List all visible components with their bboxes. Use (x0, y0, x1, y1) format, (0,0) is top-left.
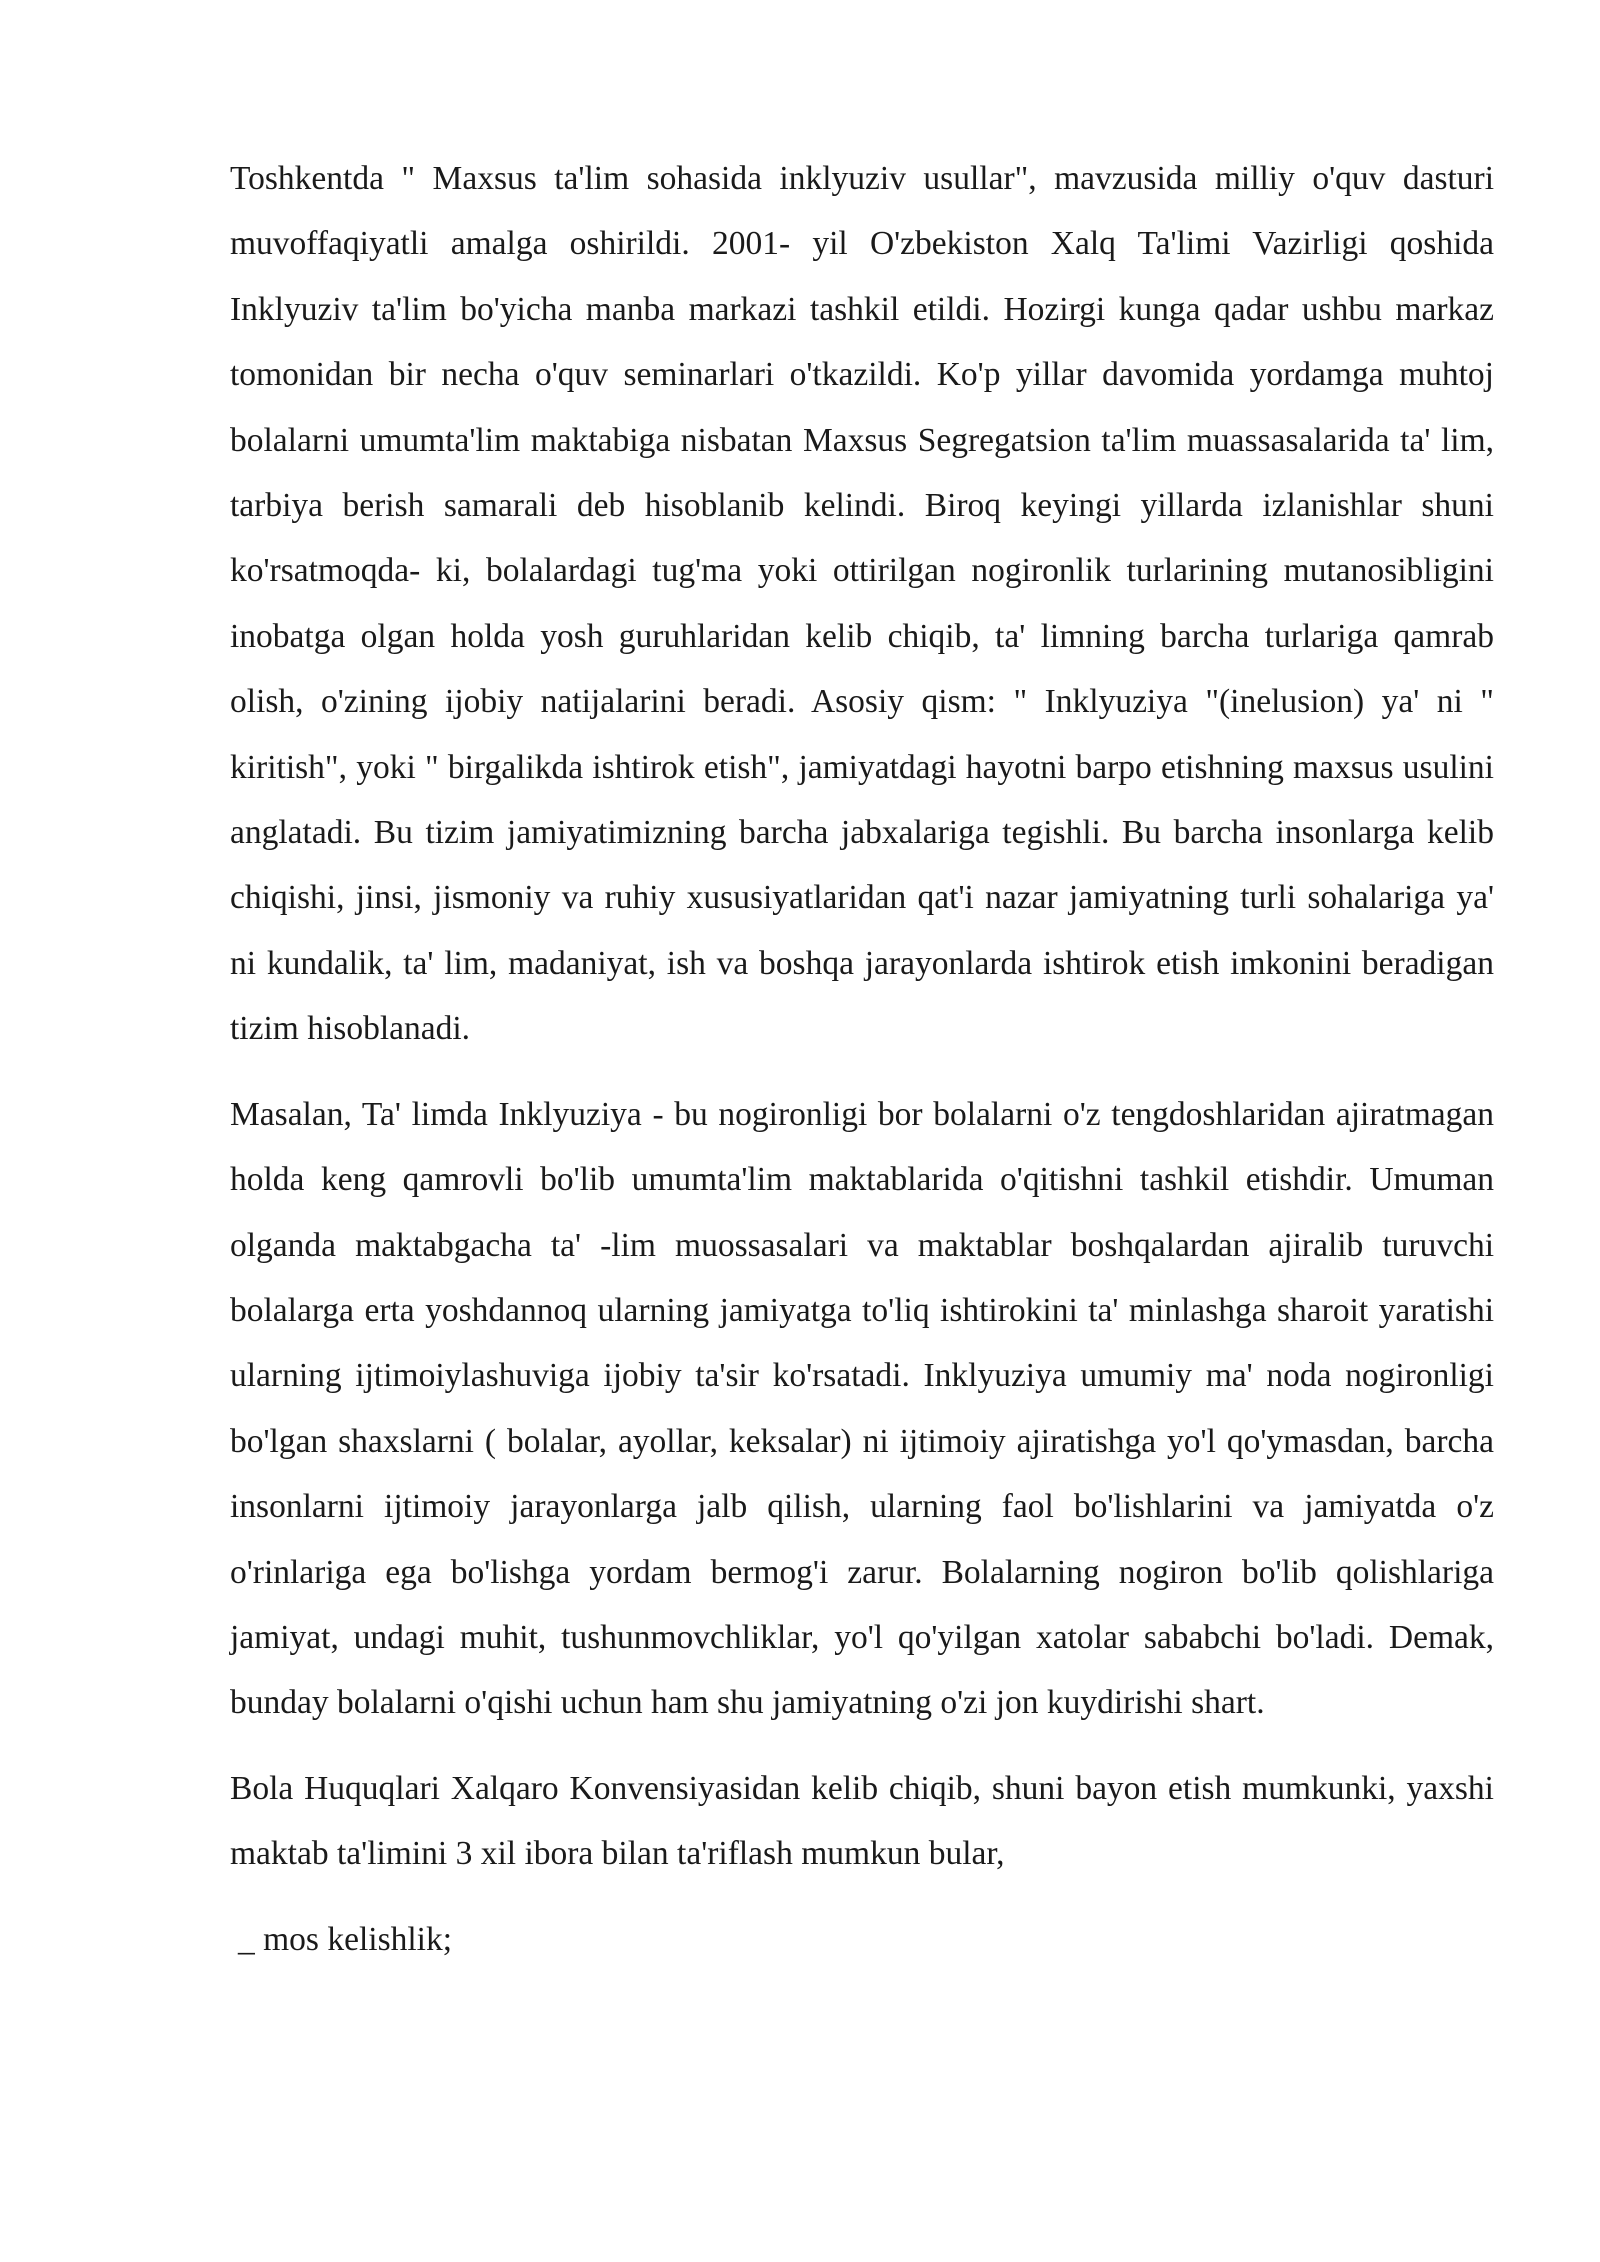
list-item-1: _ mos kelishlik; (238, 1920, 453, 1958)
document-body (230, 146, 1494, 1972)
paragraph-1: Toshkentda " Maxsus ta'lim sohasida inklyuziv usullar", mavzusida milliy o'quv dasturi muvoffaqiyatli amalga oshirildi. 2001- yil O'zbekiston Xalq Ta'limi Vazirligi qoshida Inklyuziv ta'lim bo'yicha manba markazi tashkil etildi. Hozirgi kunga qadar ushbu markaz tomonidan bir necha o'quv seminarlari o'tkazildi. Ko'p yillar davomida yordamga muhtoj bolalarni umumta'lim maktabiga nisbatan Maxsus Segregatsion ta'lim muassasalarida ta' lim, tarbiya berish samarali deb hisoblanib kelindi. Biroq keyingi yillarda izlanishlar shuni ko'rsatmoqda- ki, bolalardagi tug'ma yoki ottirilgan nogironlik turlarining mutanosibligini inobatga olgan holda yosh guruhlaridan kelib chiqib, ta' limning barcha turlariga qamrab olish, o'zining ijobiy natijalarini beradi. Asosiy qism: " Inklyuziya "(inelusion) ya' ni " kiritish", yoki " birgalikda ishtirok etish", jamiyatdagi hayotni barpo etishning maxsus usulini anglatadi. Bu tizim jamiyatimizning barcha jabxalariga tegishli. Bu barcha insonlarga kelib chiqishi, jinsi, jismoniy va ruhiy xususiyatlaridan qat'i nazar jamiyatning turli sohalariga ya' ni kundalik, ta' lim, madaniyat, ish va boshqa jarayonlarda ishtirok etish imkonini beradigan tizim hisoblanadi. (230, 160, 1494, 1048)
paragraph-3: Bola Huquqlari Xalqaro Konvensiyasidan kelib chiqib, shuni bayon etish mumkunki, yaxshi maktab ta'limini 3 xil ibora bilan ta'riflash mumkun bular, (230, 1769, 1494, 1873)
paragraph-2: Masalan, Ta' limda Inklyuziya - bu nogironligi bor bolalarni o'z tengdoshlaridan ajiratmagan holda keng qamrovli bo'lib umumta'lim maktablarida o'qitishni tashkil etishdir. Umuman olganda maktabgacha ta' -lim muossasalari va maktablar boshqalardan ajiralib turuvchi bolalarga erta yoshdannoq ularning jamiyatga to'liq ishtirokini ta' minlashga sharoit yaratishi ularning ijtimoiylashuviga ijobiy ta'sir ko'rsatadi. Inklyuziya umumiy ma' noda nogironligi bo'lgan shaxslarni ( bolalar, ayollar, keksalar) ni ijtimoiy ajiratishga yo'l qo'ymasdan, barcha insonlarni ijtimoiy jarayonlarga jalb qilish, ularning faol bo'lishlarini va jamiyatda o'z o'rinlariga ega bo'lishga yordam bermog'i zarur. Bolalarning nogiron bo'lib qolishlariga jamiyat, undagi muhit, tushunmovchliklar, yo'l qo'yilgan xatolar sababchi bo'ladi. Demak, bunday bolalarni o'qishi uchun ham shu jamiyatning o'zi jon kuydirishi shart. (230, 1095, 1494, 1722)
